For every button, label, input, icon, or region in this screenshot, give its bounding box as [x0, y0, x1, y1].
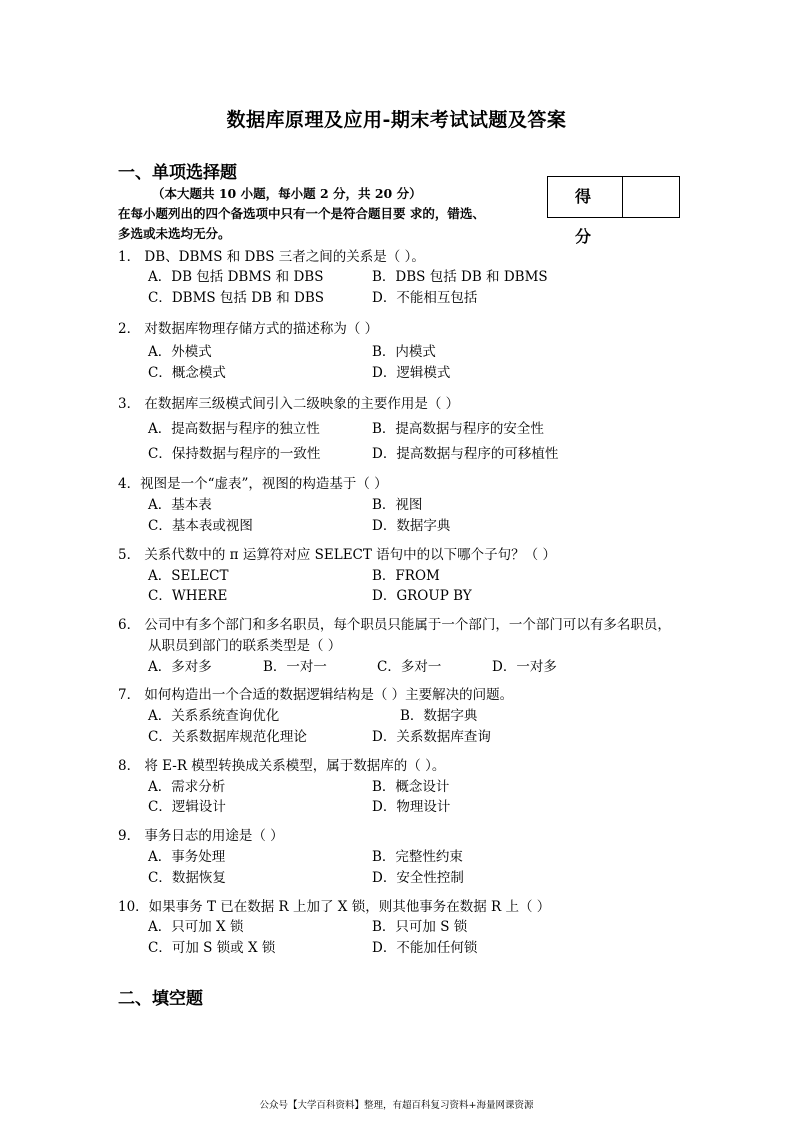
question-7-option-a: A．关系系统查询优化 [148, 708, 280, 724]
question-6-option-a: A．多对多 [148, 659, 212, 675]
question-10-option-b: B．只可加 S 锁 [372, 919, 468, 935]
question-5-option-c: C．WHERE [148, 588, 228, 604]
question-3-option-d: D．提高数据与程序的可移植性 [372, 446, 559, 462]
question-6-stem: 6． 公司中有多个部门和多名职员，每个职员只能属于一个部门，一个部门可以有多名职员， [118, 617, 671, 633]
question-4-option-a: A．基本表 [148, 497, 212, 513]
question-8-stem: 8． 将 E-R 模型转换成关系模型，属于数据库的（ ）。 [118, 758, 446, 774]
question-6-option-d: D．一对多 [492, 659, 557, 675]
section-1-heading: 一、单项选择题 [118, 163, 237, 183]
question-2-option-d: D．逻辑模式 [372, 365, 451, 381]
question-5-option-b: B．FROM [372, 568, 440, 584]
question-3-option-c: C．保持数据与程序的一致性 [148, 446, 321, 462]
question-2-stem: 2． 对数据库物理存储方式的描述称为（ ） [118, 321, 379, 337]
question-1-option-b: B．DBS 包括 DB 和 DBMS [372, 269, 548, 285]
page-title: 数据库原理及应用-期末考试试题及答案 [226, 109, 567, 131]
question-7-option-c: C．关系数据库规范化理论 [148, 729, 307, 745]
question-4-option-d: D．数据字典 [372, 518, 451, 534]
question-6-option-b: B．一对一 [263, 659, 327, 675]
question-10-option-a: A．只可加 X 锁 [148, 919, 244, 935]
question-5-stem: 5． 关系代数中的 π 运算符对应 SELECT 语句中的以下哪个子句？（ ） [118, 547, 556, 563]
question-4-stem: 4．视图是一个“虚表”，视图的构造基于（ ） [118, 476, 388, 492]
question-2-option-a: A．外模式 [148, 344, 212, 360]
question-10-option-c: C．可加 S 锁或 X 锁 [148, 940, 276, 956]
question-10-option-d: D．不能加任何锁 [372, 940, 478, 956]
question-9-option-d: D．安全性控制 [372, 870, 464, 886]
question-3-option-a: A．提高数据与程序的独立性 [148, 421, 320, 437]
question-1-stem: 1． DB、DBMS 和 DBS 三者之间的关系是（ ）。 [118, 249, 425, 265]
question-10-stem: 10．如果事务 T 已在数据 R 上加了 X 锁，则其他事务在数据 R 上（ ） [118, 899, 551, 915]
question-9-option-a: A．事务处理 [148, 849, 226, 865]
section-1-instruction-line-2: 多选或未选均无分。 [118, 226, 231, 241]
question-6-option-c: C．多对一 [377, 659, 442, 675]
question-7-stem: 7． 如何构造出一个合适的数据逻辑结构是（ ）主要解决的问题。 [118, 687, 514, 703]
question-2-option-b: B．内模式 [372, 344, 436, 360]
question-6-stem-line-2: 从职员到部门的联系类型是（ ） [148, 638, 342, 654]
section-1-instruction-line-1: 在每小题列出的四个备选项中只有一个是符合题目要 求的，错选、 [118, 206, 485, 221]
question-7-option-d: D．关系数据库查询 [372, 729, 491, 745]
question-3-option-b: B．提高数据与程序的安全性 [372, 421, 544, 437]
score-box [547, 176, 680, 246]
question-9-option-c: C．数据恢复 [148, 870, 226, 886]
question-9-stem: 9． 事务日志的用途是（ ） [118, 828, 284, 844]
question-5-option-a: A．SELECT [148, 568, 229, 584]
section-2-heading: 二、填空题 [118, 989, 203, 1009]
question-8-option-a: A．需求分析 [148, 779, 226, 795]
question-9-option-b: B．完整性约束 [372, 849, 463, 865]
question-1-option-c: C．DBMS 包括 DB 和 DBS [148, 290, 325, 306]
question-4-option-b: B．视图 [372, 497, 423, 513]
question-5-option-d: D．GROUP BY [372, 588, 472, 604]
footer-note: 公众号【大学百科资料】整理，有超百科复习资料+海量网课资源 [259, 1100, 534, 1111]
question-1-option-d: D．不能相互包括 [372, 290, 478, 306]
question-8-option-c: C．逻辑设计 [148, 799, 226, 815]
question-8-option-b: B．概念设计 [372, 779, 450, 795]
question-1-option-a: A．DB 包括 DBMS 和 DBS [148, 269, 324, 285]
question-8-option-d: D．物理设计 [372, 799, 451, 815]
score-label: 得 分 [548, 177, 623, 217]
section-1-note: （本大题共 10 小题，每小题 2 分，共 20 分） [152, 186, 422, 201]
question-3-stem: 3． 在数据库三级模式间引入二级映象的主要作用是（ ） [118, 396, 460, 412]
question-4-option-c: C．基本表或视图 [148, 518, 253, 534]
question-7-option-b: B．数据字典 [400, 708, 478, 724]
question-2-option-c: C．概念模式 [148, 365, 226, 381]
